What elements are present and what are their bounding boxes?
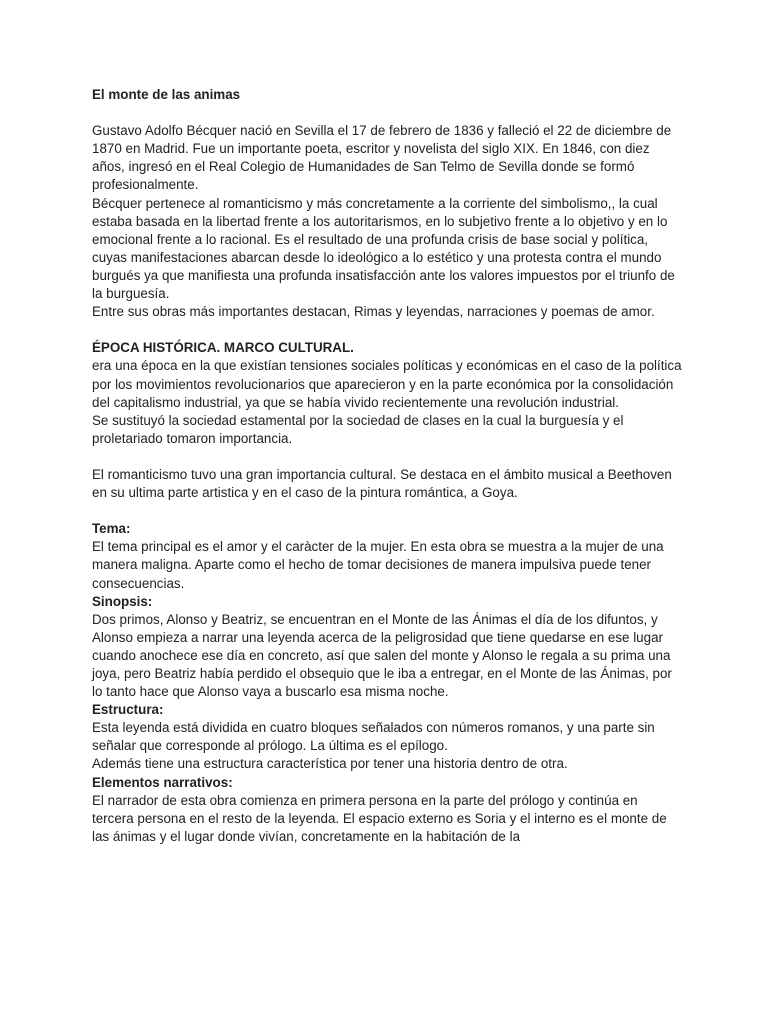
tema-heading: Tema: <box>92 521 131 537</box>
intro-paragraph-works: Entre sus obras más importantes destacan, Rimas y leyendas, narraciones y poemas de amor. <box>92 304 655 320</box>
epoca-heading: ÉPOCA HISTÓRICA. MARCO CULTURAL. <box>92 340 354 356</box>
elementos-heading: Elementos narrativos: <box>92 774 233 790</box>
epoca-paragraph-classes: Se sustituyó la sociedad estamental por la sociedad de clases en la cual la burguesía y el proletariado tomaron importancia. <box>92 412 624 446</box>
intro-paragraph-birth: Gustavo Adolfo Bécquer nació en Sevilla el 17 de febrero de 1836 y falleció el 22 de diciembre de 1870 en Madrid. Fue un importante poeta, escritor y novelista del siglo XIX. En 1846, con diez años, ingresó en el Real Colegio de Humanidades de San Telmo de Sevilla donde se formó profesionalmente. <box>92 123 672 193</box>
estructura-paragraph-nested: Además tiene una estructura característica por tener una historia dentro de otra. <box>92 756 568 772</box>
document-title: El monte de las animas <box>92 87 241 102</box>
spacer <box>92 448 682 466</box>
sinopsis-paragraph: Dos primos, Alonso y Beatriz, se encuentran en el Monte de las Ánimas el día de los difuntos, y Alonso empieza a narrar una leyenda acerca de la peligrosidad que tiene quedarse en ese lugar cuando anochece ese día en concreto, así que salen del monte y Alonso le regala a su prima una joya, pero Beatriz había perdido el obsequio que le iba a entregar, en el Monte de las Ánimas, por lo tanto hace que Alonso vaya a buscarlo esa misma noche. <box>92 611 672 700</box>
epoca-paragraph-tensions: era una época en la que existían tensiones sociales políticas y económicas en el caso de la política por los movimientos revolucionarios que aparecieron y en la parte económica por la consolidación del capitalismo industrial, ya que se había vivido recientemente una revolución industrial. <box>92 358 682 410</box>
sinopsis-heading: Sinopsis: <box>92 593 153 609</box>
estructura-heading: Estructura: <box>92 702 164 718</box>
elementos-paragraph: El narrador de esta obra comienza en primera persona en la parte del prólogo y continúa en tercera persona en el resto de la leyenda. El espacio externo es Soria y el interno es el monte de las ánimas y el lugar donde vivían, concretamente en la habitación de la <box>92 792 667 844</box>
spacer <box>92 104 682 122</box>
tema-paragraph: El tema principal es el amor y el caràcter de la mujer. En esta obra se muestra a la mujer de una manera maligna. Aparte como el hecho de tomar decisiones de manera impulsiva puede tener consecuencias. <box>92 539 664 591</box>
document-body <box>92 86 682 846</box>
spacer <box>92 321 682 339</box>
spacer <box>92 502 682 520</box>
romanticismo-paragraph: El romanticismo tuvo una gran importancia cultural. Se destaca en el ámbito musical a Beethoven en su ultima parte artistica y en el caso de la pintura romántica, a Goya. <box>92 466 672 501</box>
estructura-paragraph-blocks: Esta leyenda está dividida en cuatro bloques señalados con números romanos, y una parte sin señalar que corresponde al prólogo. La última es el epílogo. <box>92 720 655 754</box>
intro-paragraph-romanticism: Bécquer pertenece al romanticismo y más concretamente a la corriente del simbolismo,, la cual estaba basada en la libertad frente a los autoritarismos, en lo subjetivo frente a lo objetivo y en lo emocional frente a lo racional. Es el resultado de una profunda crisis de base social y política, cuyas manifestaciones abarcan desde lo ideológico a lo estético y una protesta contra el mundo burgués ya que manifiesta una profunda insatisfacción ante los valores impuestos por el triunfo de la burguesía. <box>92 195 675 302</box>
